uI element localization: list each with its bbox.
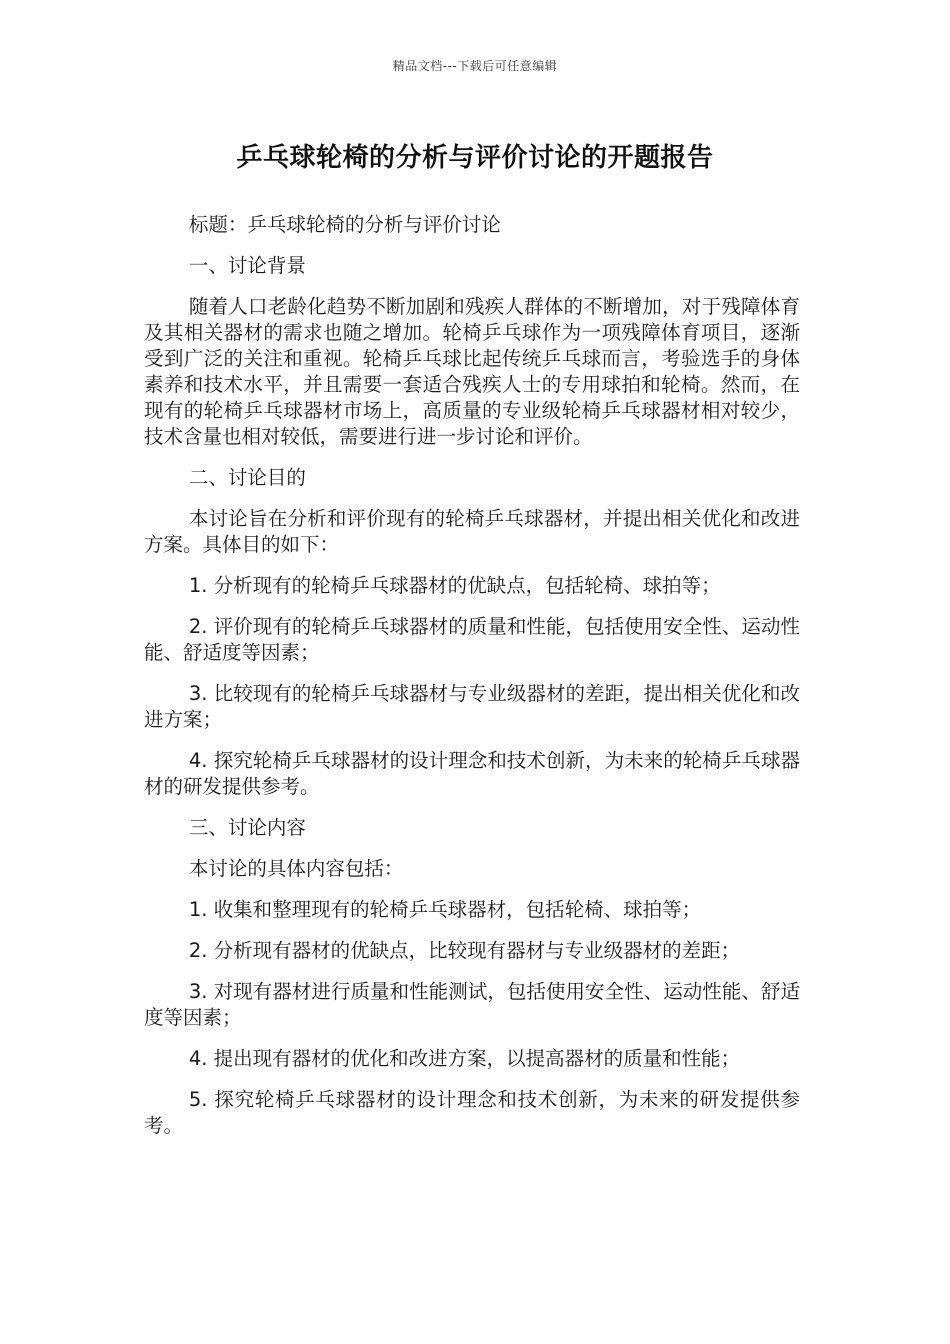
- document-title: 乒乓球轮椅的分析与评价讨论的开题报告: [236, 143, 714, 173]
- list-item: 2. 评价现有的轮椅乒乓球器材的质量和性能，包括使用安全性、运动性能、舒适度等因素；: [144, 615, 800, 664]
- list-item: 1. 分析现有的轮椅乒乓球器材的优缺点，包括轮椅、球拍等；: [188, 574, 721, 597]
- paragraph-heading-title: 标题：乒乓球轮椅的分析与评价讨论: [188, 213, 501, 236]
- list-item: 3. 比较现有的轮椅乒乓球器材与专业级器材的差距，提出相关优化和改进方案；: [144, 682, 800, 731]
- paragraph-content-intro: 本讨论的具体内容包括：: [188, 857, 404, 880]
- section-heading-content: 三、讨论内容: [188, 816, 306, 839]
- section-heading-background: 一、讨论背景: [188, 254, 306, 277]
- paragraph-background: 随着人口老龄化趋势不断加剧和残疾人群体的不断增加，对于残障体育及其相关器材的需求也随之增加。轮椅乒乓球作为一项残障体育项目，逐渐受到广泛的关注和重视。轮椅乒乓球比起传统乒乓球而言，考验选手的身体素养和技术水平，并且需要一套适合残疾人士的专用球拍和轮椅。然而，在现有的轮椅乒乓球器材市场上，高质量的专业级轮椅乒乓球器材相对较少，技术含量也相对较低，需要进行进一步讨论和评价。: [144, 295, 800, 448]
- section-heading-purpose: 二、讨论目的: [188, 466, 306, 489]
- list-item: 4. 提出现有器材的优化和改进方案，以提高器材的质量和性能；: [188, 1047, 741, 1070]
- list-item: 5. 探究轮椅乒乓球器材的设计理念和技术创新，为未来的研发提供参考。: [144, 1088, 800, 1137]
- document-body: [144, 212, 800, 1154]
- list-item: 2. 分析现有器材的优缺点，比较现有器材与专业级器材的差距；: [188, 939, 741, 962]
- list-item: 3. 对现有器材进行质量和性能测试，包括使用安全性、运动性能、舒适度等因素；: [144, 980, 800, 1029]
- header-note: 精品文档---下载后可任意编辑: [392, 59, 558, 73]
- list-item: 1. 收集和整理现有的轮椅乒乓球器材，包括轮椅、球拍等；: [188, 898, 702, 921]
- paragraph-purpose-intro: 本讨论旨在分析和评价现有的轮椅乒乓球器材，并提出相关优化和改进方案。具体目的如下：: [144, 507, 800, 556]
- list-item: 4. 探究轮椅乒乓球器材的设计理念和技术创新，为未来的轮椅乒乓球器材的研发提供参考。: [144, 749, 800, 798]
